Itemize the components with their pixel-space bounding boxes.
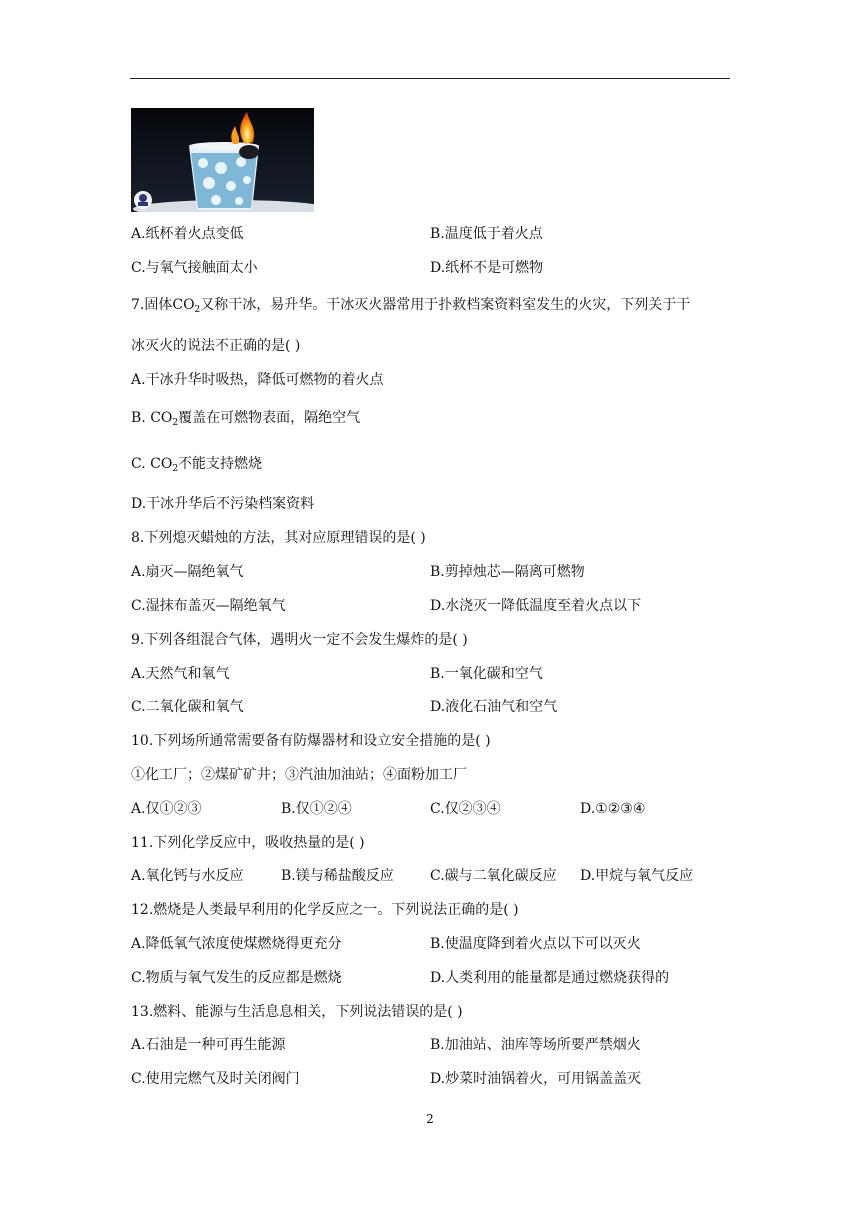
q7-option-c: C. $CO_2$不能支持燃烧 xyxy=(131,456,263,474)
q13-option-b: B.加油站、油库等场所要严禁烟火 xyxy=(430,1037,641,1053)
q12-option-d: D.人类利用的能量都是通过燃烧获得的 xyxy=(430,970,670,986)
paper-cup-flame-photo xyxy=(131,108,314,212)
q8-option-d: D.水浇灭一降低温度至着火点以下 xyxy=(430,598,642,614)
q8-option-b: B.剪掉烛芯—隔离可燃物 xyxy=(430,564,585,580)
q6-option-d: D.纸杯不是可燃物 xyxy=(430,260,544,276)
q13-stem: 13.燃料、能源与生活息息相关，下列说法错误的是( ) xyxy=(131,1004,463,1020)
q9-option-c: C.二氧化碳和氧气 xyxy=(131,699,244,715)
q10-option-c: C.仅②③④ xyxy=(430,801,501,817)
q13-option-c: C.使用完燃气及时关闭阀门 xyxy=(131,1071,300,1087)
q7-option-a: A.干冰升华时吸热，降低可燃物的着火点 xyxy=(131,372,384,388)
q7-stem-line2: 冰灭火的说法不正确的是( ) xyxy=(131,338,301,354)
q6-option-b: B.温度低于着火点 xyxy=(430,226,543,242)
q11-option-c: C.碳与二氧化碳反应 xyxy=(430,868,557,884)
q12-option-b: B.使温度降到着火点以下可以灭火 xyxy=(430,936,641,952)
q12-option-c: C.物质与氧气发生的反应都是燃烧 xyxy=(131,970,342,986)
q11-option-a: A.氧化钙与水反应 xyxy=(131,868,244,884)
q10-option-a: A.仅①②③ xyxy=(131,801,202,817)
q11-option-d: D.甲烷与氧气反应 xyxy=(580,868,694,884)
q13-option-d: D.炒菜时油锅着火，可用锅盖盖灭 xyxy=(430,1071,642,1087)
q9-option-b: B.一氧化碳和空气 xyxy=(430,666,543,682)
q13-option-a: A.石油是一种可再生能源 xyxy=(131,1037,286,1053)
q10-items: ①化工厂；②煤矿矿井；③汽油加油站；④面粉加工厂 xyxy=(131,767,467,783)
q8-option-c: C.湿抹布盖灭—隔绝氧气 xyxy=(131,598,286,614)
q6-option-a: A.纸杯着火点变低 xyxy=(131,226,244,242)
q11-stem: 11.下列化学反应中，吸收热量的是( ) xyxy=(131,835,365,851)
q7-option-d: D.干冰升华后不污染档案资料 xyxy=(131,496,315,512)
page-number: 2 xyxy=(426,1112,434,1126)
q12-option-a: A.降低氧气浓度使煤燃烧得更充分 xyxy=(131,936,342,952)
q9-stem: 9.下列各组混合气体，遇明火一定不会发生爆炸的是( ) xyxy=(131,632,468,648)
q9-option-a: A.天然气和氧气 xyxy=(131,666,230,682)
q8-stem: 8.下列熄灭蜡烛的方法，其对应原理错误的是( ) xyxy=(131,530,426,546)
header-rule xyxy=(130,78,730,79)
q9-option-d: D.液化石油气和空气 xyxy=(430,699,558,715)
q10-option-b: B.仅①②④ xyxy=(281,801,352,817)
q11-option-b: B.镁与稀盐酸反应 xyxy=(281,868,394,884)
q7-stem-line1: 7.固体$CO_2$又称干冰，易升华。干冰灭火器常用于扑救档案资料室发生的火灾，下列关于干 xyxy=(131,297,691,315)
q10-option-d: D.①②③④ xyxy=(580,801,646,817)
q6-option-c: C.与氧气接触面太小 xyxy=(131,260,258,276)
q7-option-b: B. $CO_2$覆盖在可燃物表面，隔绝空气 xyxy=(131,410,361,428)
q12-stem: 12.燃烧是人类最早利用的化学反应之一。下列说法正确的是( ) xyxy=(131,902,519,918)
q10-stem: 10.下列场所通常需要备有防爆器材和设立安全措施的是( ) xyxy=(131,733,491,749)
q8-option-a: A.扇灭—隔绝氧气 xyxy=(131,564,244,580)
